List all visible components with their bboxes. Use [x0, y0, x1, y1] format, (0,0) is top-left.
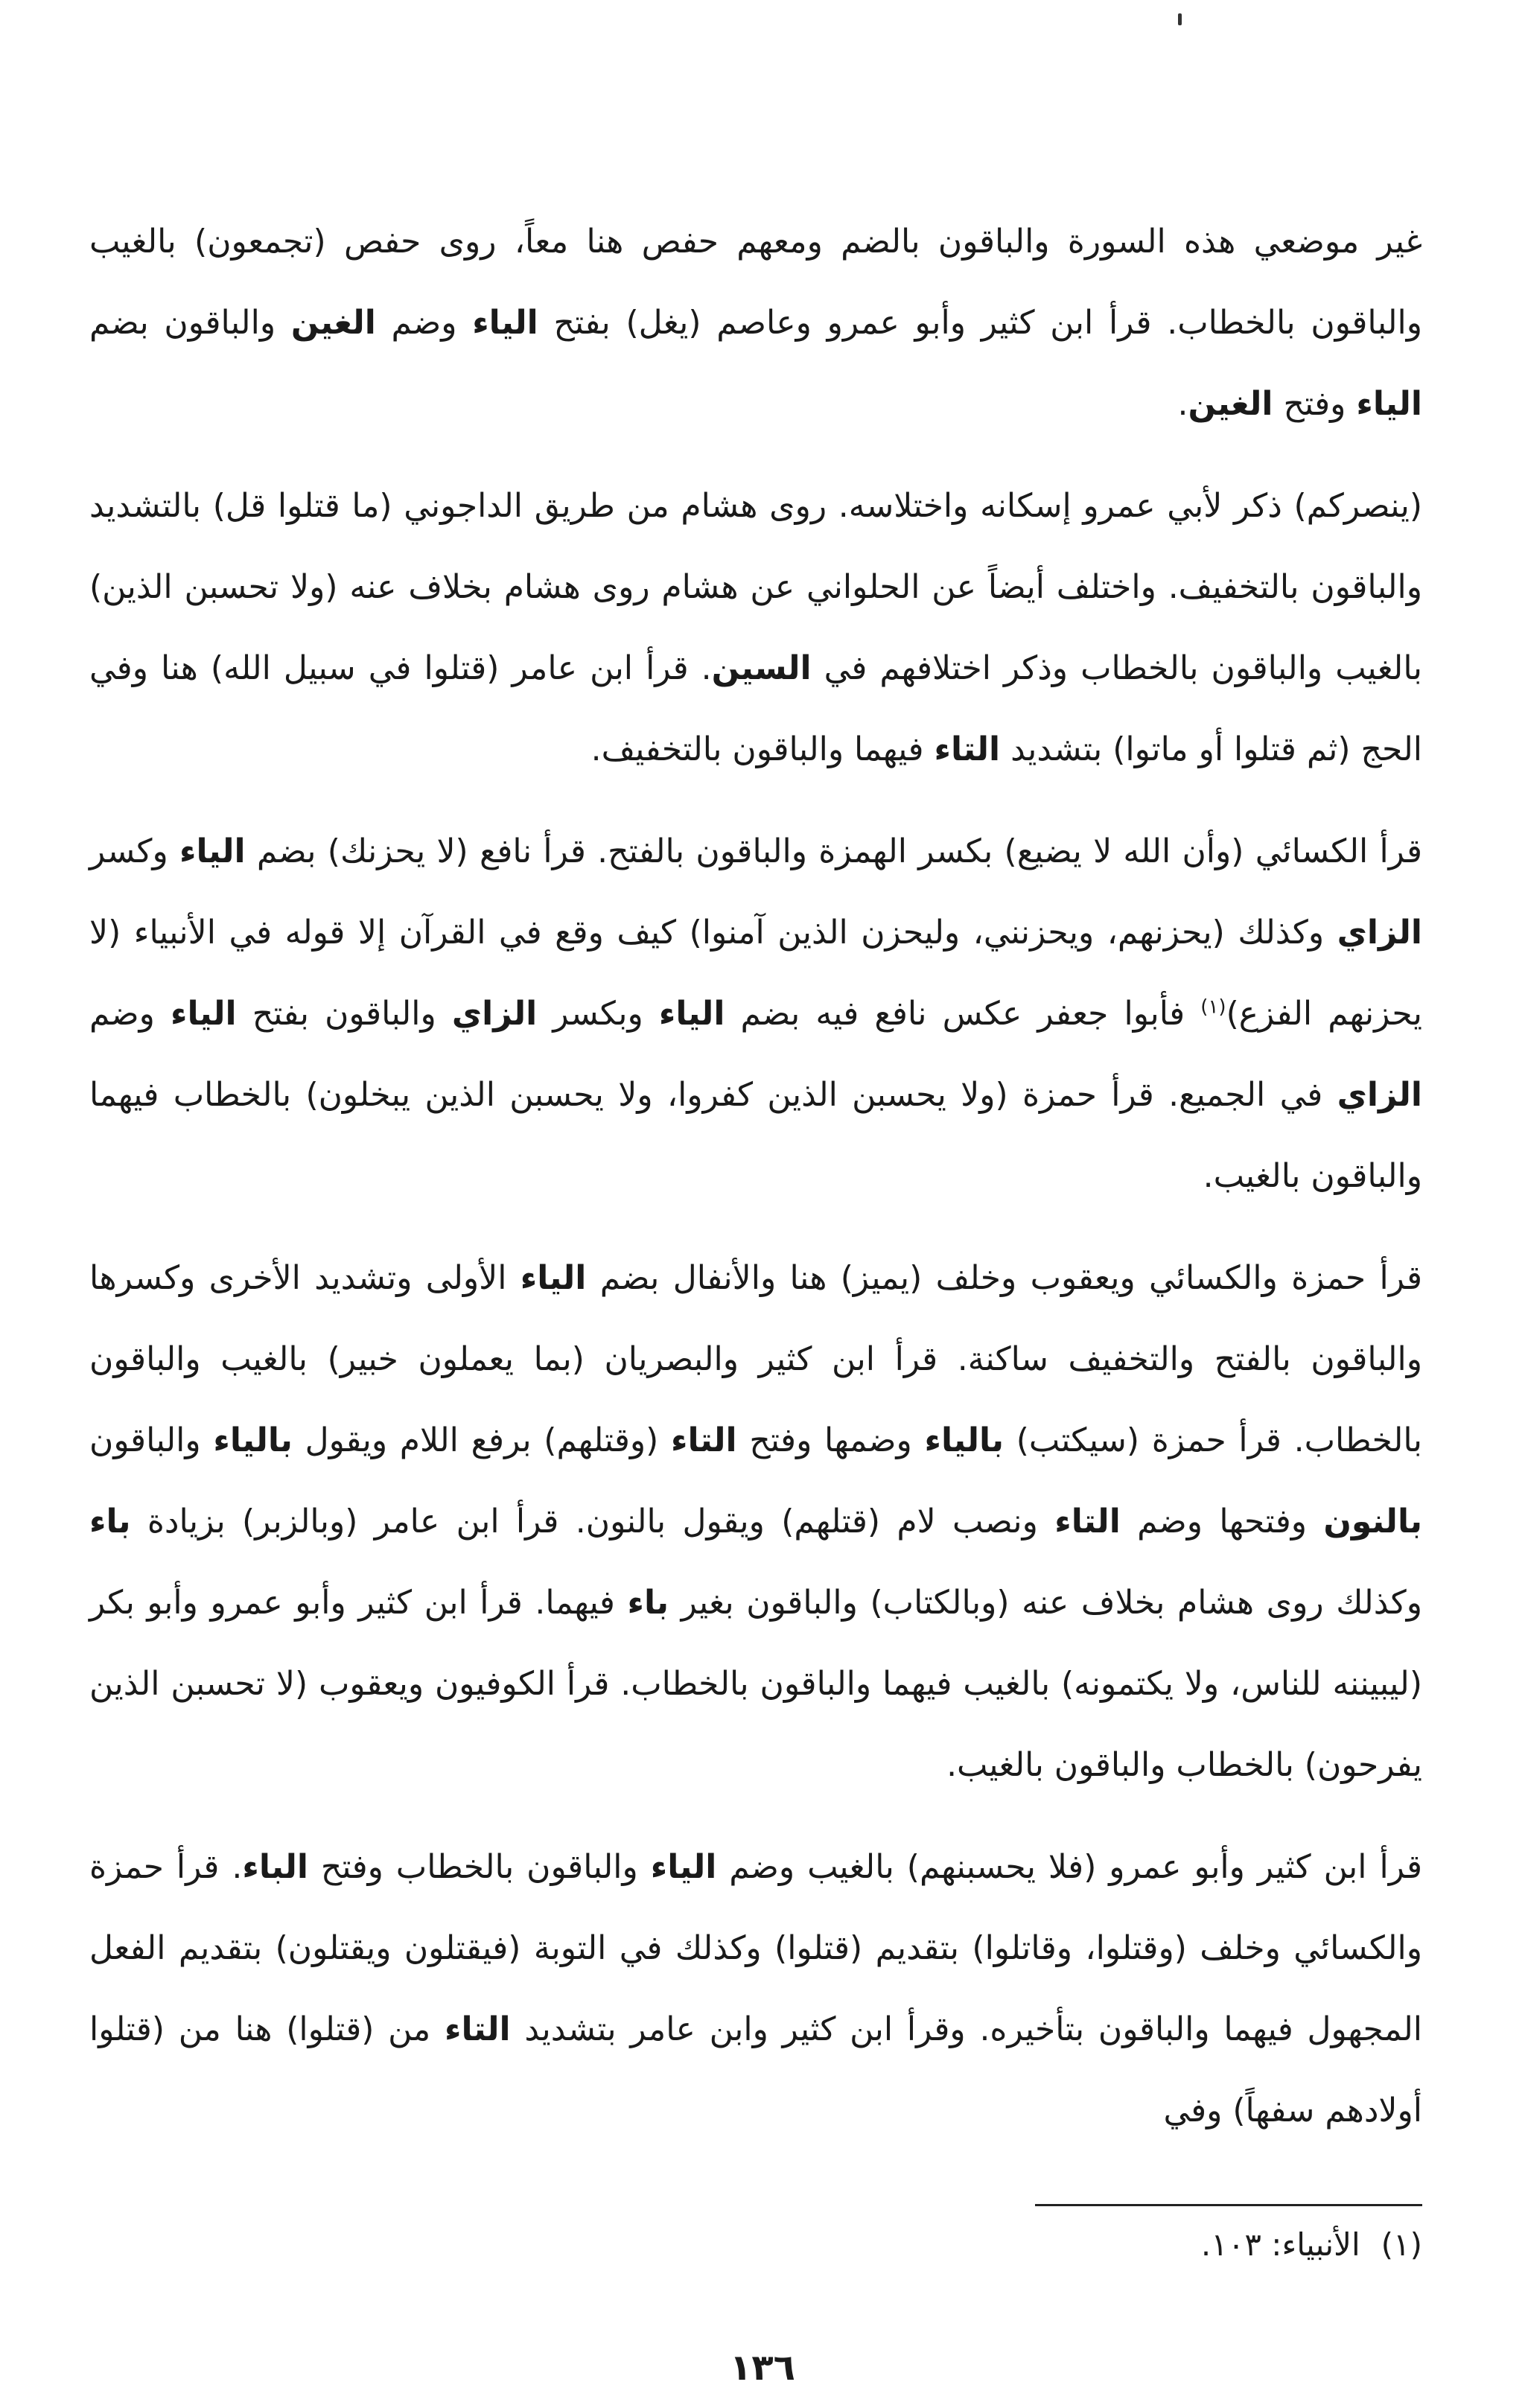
bold-term: بالياء: [924, 1421, 1005, 1459]
ink-mark: [1178, 13, 1182, 25]
bold-term: الياء: [1356, 385, 1422, 423]
text-run: في الجميع. قرأ حمزة (ولا يحسبن الذين كفروا، ولا يحسبن الذين يبخلون) بالخطاب فيهما والباقون بالغيب.: [89, 1076, 1422, 1195]
footnote-reference: (١): [1200, 996, 1226, 1019]
text-run: وكذلك روى هشام بخلاف عنه (وبالكتاب) والباقون بغير: [669, 1584, 1422, 1622]
bold-term: الزاي: [1337, 1076, 1422, 1114]
paragraph-3: [89, 811, 1422, 1217]
text-run: ونصب لام (قتلهم) ويقول بالنون. قرأ ابن عامر (وبالزبر) بزيادة: [130, 1503, 1055, 1541]
text-run: وكذلك (يحزنهم، ويحزنني، وليحزن الذين آمنوا) كيف وقع في القرآن إلا قوله في الأنبياء (لا يحزنهم الفزع): [89, 914, 1423, 1033]
footnote: [1201, 2219, 1422, 2271]
text-run: فيهما. قرأ ابن كثير وأبو عمرو وأبو بكر (ليبيننه للناس، ولا يكتمونه) بالغيب فيهما والباقون بالخطاب. قرأ الكوفيون ويعقوب (لا تحسبن الذين يفرحون) بالخطاب والباقون بالغيب.: [89, 1584, 1422, 1784]
bold-term: الغين: [290, 304, 376, 342]
bold-term: الياء: [520, 1259, 587, 1297]
text-run: الأولى وتشديد الأخرى وكسرها والباقون بالفتح والتخفيف ساكنة. قرأ ابن كثير والبصريان (بما يعملون خبير) بالغيب والباقون بالخطاب. قرأ حمزة (سيكتب): [89, 1259, 1423, 1459]
footnote-marker: (١): [1381, 2226, 1422, 2263]
text-run: وكسر: [89, 832, 179, 870]
bold-term: التاء: [671, 1421, 737, 1459]
bold-term: الياء: [179, 832, 246, 870]
text-run: من (قتلوا) هنا من (قتلوا أولادهم سفهاً) وفي: [89, 2010, 1422, 2130]
text-run: وضم: [89, 995, 171, 1033]
bold-term: الياء: [650, 1848, 717, 1886]
footnote-text: الأنبياء: ١٠٣.: [1200, 2226, 1360, 2263]
bold-term: الياء: [658, 995, 725, 1033]
footnote-divider: [1035, 2204, 1422, 2206]
bold-term: الزاي: [451, 995, 538, 1033]
text-run: قرأ حمزة والكسائي ويعقوب وخلف (يميز) هنا والأنفال بضم: [586, 1259, 1423, 1297]
paragraph-1: [89, 201, 1422, 445]
text-run: .: [1177, 385, 1188, 423]
page-number: ١٣٦: [730, 2347, 795, 2389]
text-run: وضم: [375, 304, 473, 342]
bold-term: الغين: [1188, 385, 1273, 423]
text-run: وبكسر: [537, 995, 659, 1033]
bold-term: الياء: [472, 304, 538, 342]
text-run: وفتحها وضم: [1120, 1503, 1324, 1541]
text-run: فأبوا جعفر عكس نافع فيه بضم: [725, 995, 1201, 1033]
bold-term: باء: [627, 1584, 669, 1622]
text-run: والباقون بضم: [89, 304, 291, 342]
text-run: والباقون بالخطاب وفتح: [308, 1848, 651, 1886]
bold-term: الباء: [242, 1848, 308, 1886]
text-run: والباقون بفتح: [236, 995, 452, 1033]
main-text: [89, 201, 1422, 2151]
text-run: . قرأ ابن عامر (قتلوا في سبيل الله) هنا وفي الحج (ثم قتلوا أو ماتوا) بتشديد: [89, 649, 1422, 768]
bold-term: الزاي: [1337, 914, 1422, 952]
bold-term: التاء: [1054, 1503, 1121, 1541]
text-run: قرأ الكسائي (وأن الله لا يضيع) بكسر الهمزة والباقون بالفتح. قرأ نافع (لا يحزنك) بضم: [245, 832, 1422, 870]
text-run: قرأ ابن كثير وأبو عمرو (فلا يحسبنهم) بالغيب وضم: [716, 1848, 1423, 1886]
text-run: والباقون: [89, 1421, 214, 1459]
text-run: (ينصركم) ذكر لأبي عمرو إسكانه واختلاسه. روى هشام من طريق الداجوني (ما قتلوا قل) بالتشديد والباقون بالتخفيف. واختلف أيضاً عن الحلواني عن هشام روى هشام بخلاف عنه (ولا تحسبن الذين) بالغيب والباقون بالخطاب وذكر اختلافهم في: [89, 487, 1422, 687]
text-run: . قرأ حمزة والكسائي وخلف (وقتلوا، وقاتلوا) بتقديم (قتلوا) وكذلك في التوبة (فيقتلون ويقتلون) بتقديم الفعل المجهول فيهما والباقون بتأخيره. وقرأ ابن كثير وابن عامر بتشديد: [89, 1848, 1422, 2048]
bold-term: باء: [89, 1503, 131, 1541]
text-run: (وقتلهم) برفع اللام ويقول: [292, 1421, 672, 1459]
paragraph-5: [89, 1826, 1422, 2151]
paragraph-4: [89, 1238, 1422, 1806]
bold-term: التاء: [934, 730, 1001, 768]
bold-term: الياء: [171, 995, 237, 1033]
text-run: وفتح: [1273, 385, 1357, 423]
text-run: فيهما والباقون بالتخفيف.: [590, 730, 935, 768]
bold-term: بالياء: [213, 1421, 293, 1459]
text-run: وضمها وفتح: [736, 1421, 925, 1459]
bold-term: السين: [711, 649, 812, 687]
paragraph-2: [89, 465, 1422, 790]
text-run: غير موضعي هذه السورة والباقون بالضم ومعهم حفص هنا معاً، روى حفص (تجمعون) بالغيب والباقون بالخطاب. قرأ ابن كثير وأبو عمرو وعاصم (يغل) بفتح: [89, 223, 1422, 342]
bold-term: بالنون: [1323, 1503, 1422, 1541]
bold-term: التاء: [445, 2010, 511, 2048]
